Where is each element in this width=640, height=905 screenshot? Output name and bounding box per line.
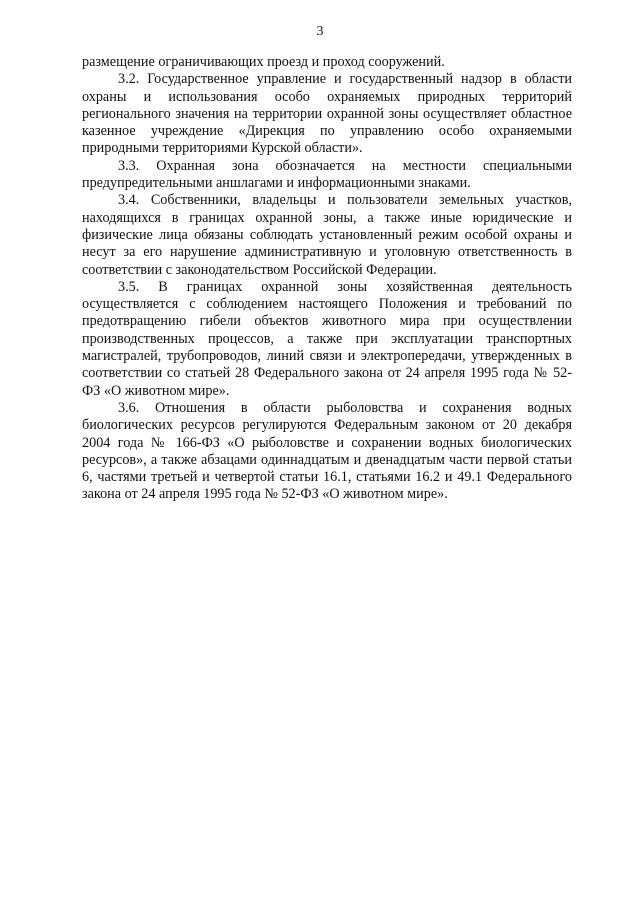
paragraph-3-6: 3.6. Отношения в области рыболовства и сохранения водных биологических ресурсов регулируются Федеральным законом от 20 декабря 2004 года № 166-ФЗ «О рыболовстве и сохранении водных биологических ресурсов», а также абзацами одиннадцатым и двенадцатым части первой статьи 6, частями третьей и четвертой статьи 16.1, статьями 16.2 и 49.1 Федерального закона от 24 апреля 1995 года № 52-ФЗ «О животном мире». — [82, 399, 572, 503]
page-number: 3 — [316, 24, 324, 39]
paragraph-3-5: 3.5. В границах охранной зоны хозяйственная деятельность осуществляется с соблюдением настоящего Положения и требований по предотвращению гибели объектов животного мира при осуществлении производственных процессов, а также при эксплуатации транспортных магистралей, трубопроводов, линий связи и электропередачи, утвержденных в соответствии со статьей 28 Федерального закона от 24 апреля 1995 года № 52-ФЗ «О животном мире». — [82, 278, 572, 399]
paragraph-3-3: 3.3. Охранная зона обозначается на местности специальными предупредительными аншлагами и информационными знаками. — [82, 157, 572, 192]
paragraph-3-4: 3.4. Собственники, владельцы и пользователи земельных участков, находящихся в границах охранной зоны, а также иные юридические и физические лица обязаны соблюдать установленный режим особой охраны и несут за его нарушение административную и уголовную ответственность в соответствии с законодательством Российской Федерации. — [82, 192, 572, 278]
paragraph-3-2: 3.2. Государственное управление и государственный надзор в области охраны и использования особо охраняемых природных территорий регионального значения на территории охранной зоны осуществляет областное казенное учреждение «Дирекция по управлению особо охраняемыми природными территориями Курской области». — [82, 71, 572, 157]
document-body — [82, 54, 572, 504]
paragraph-continuation: размещение ограничивающих проезд и проход сооружений. — [82, 54, 445, 70]
